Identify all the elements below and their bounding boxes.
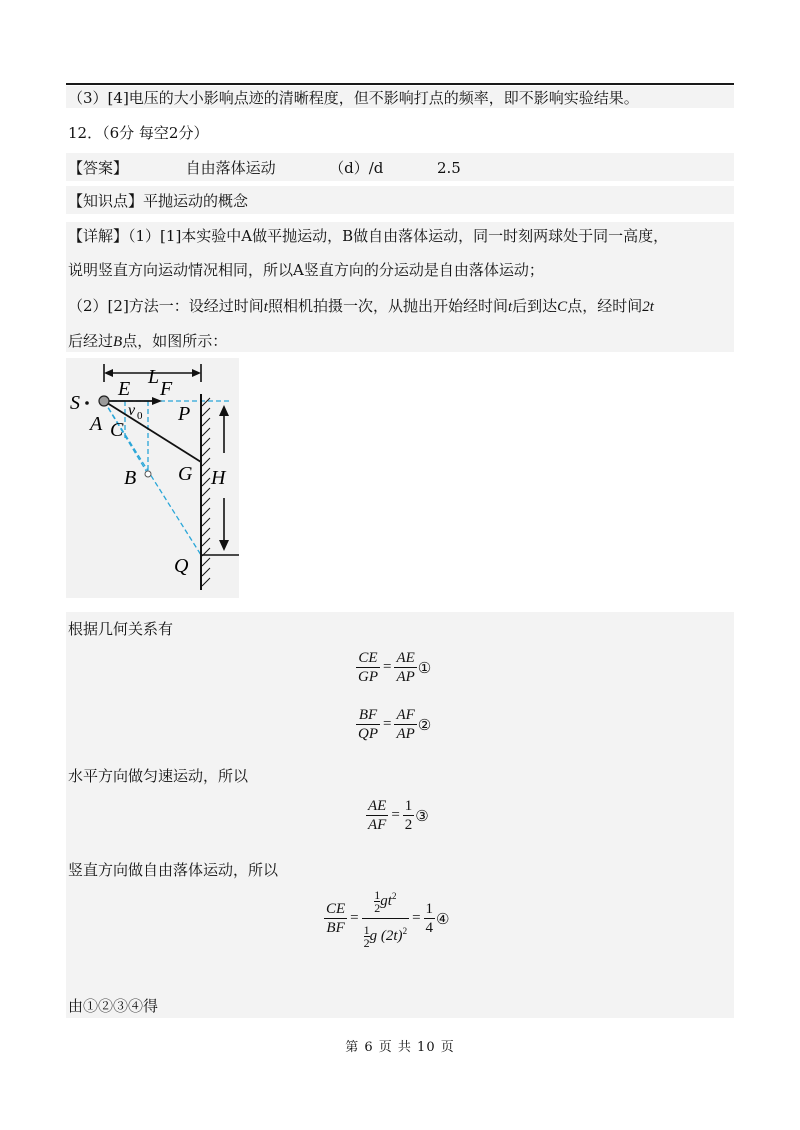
- answer-3: 2.5: [436, 159, 461, 177]
- equation-1: $\frac{CE}{GP}$ = $\frac{AE}{AP}$ ①: [358, 650, 432, 685]
- label-g: G: [178, 463, 193, 485]
- geometry-text: 根据几何关系有: [68, 620, 174, 638]
- detail-line-3: （2）[2]方法一：设经过时间t照相机拍摄一次，从抛出开始经时间t后到达C点，经时间2t: [68, 297, 654, 315]
- label-q: Q: [174, 555, 189, 577]
- equation-2: $\frac{BF}{QP}$ = $\frac{AF}{AP}$ ②: [358, 707, 432, 742]
- answer-label: 【答案】: [68, 159, 129, 177]
- label-l: L: [148, 366, 160, 388]
- paragraph-voltage: （3）[4]电压的大小影响点迹的清晰程度，但不影响打点的频率，即不影响实验结果。: [68, 89, 639, 107]
- knowledge-point: 【知识点】平抛运动的概念: [68, 192, 249, 210]
- label-f: F: [160, 378, 173, 400]
- equation-4: $\frac{CE}{BF}$ = $\frac{1}{2}$ $gt^2$ $\frac{1}{2}$ g $(2t)^2$ = $\frac{1}{4}$ ④: [326, 888, 450, 951]
- label-a: A: [90, 413, 103, 435]
- projectile-figure: [66, 358, 239, 598]
- label-e: E: [118, 378, 131, 400]
- answer-2: （d）/d: [329, 159, 384, 177]
- equation-3: $\frac{AE}{AF}$ = $\frac{1}{2}$ ③: [368, 798, 429, 833]
- projectile-diagram: [66, 358, 239, 598]
- conclusion-text: 由①②③④得: [68, 997, 159, 1015]
- label-v0-sub: 0: [137, 410, 143, 422]
- header-rule: [66, 83, 734, 85]
- label-b: B: [124, 467, 137, 489]
- label-p: P: [178, 403, 191, 425]
- label-v0: v: [128, 402, 136, 419]
- detail-line-1: 【详解】（1）[1]本实验中A做平抛运动，B做自由落体运动，同一时刻两球处于同一高度，: [68, 227, 669, 245]
- detail-line-2: 说明竖直方向运动情况相同，所以A竖直方向的分运动是自由落体运动；: [68, 261, 544, 279]
- vertical-text: 竖直方向做自由落体运动，所以: [68, 861, 279, 879]
- label-h: H: [211, 467, 226, 489]
- answer-1: 自由落体运动: [185, 159, 276, 177]
- horizontal-text: 水平方向做匀速运动，所以: [68, 767, 249, 785]
- question-number: 12．（6分 每空2分）: [68, 124, 209, 142]
- page-footer: 第 6 页 共 10 页: [345, 1040, 455, 1055]
- detail-line-4: 后经过B点，如图所示：: [68, 332, 228, 350]
- label-c: C: [110, 419, 124, 441]
- answer-line: [68, 158, 461, 178]
- label-s: S: [70, 392, 80, 414]
